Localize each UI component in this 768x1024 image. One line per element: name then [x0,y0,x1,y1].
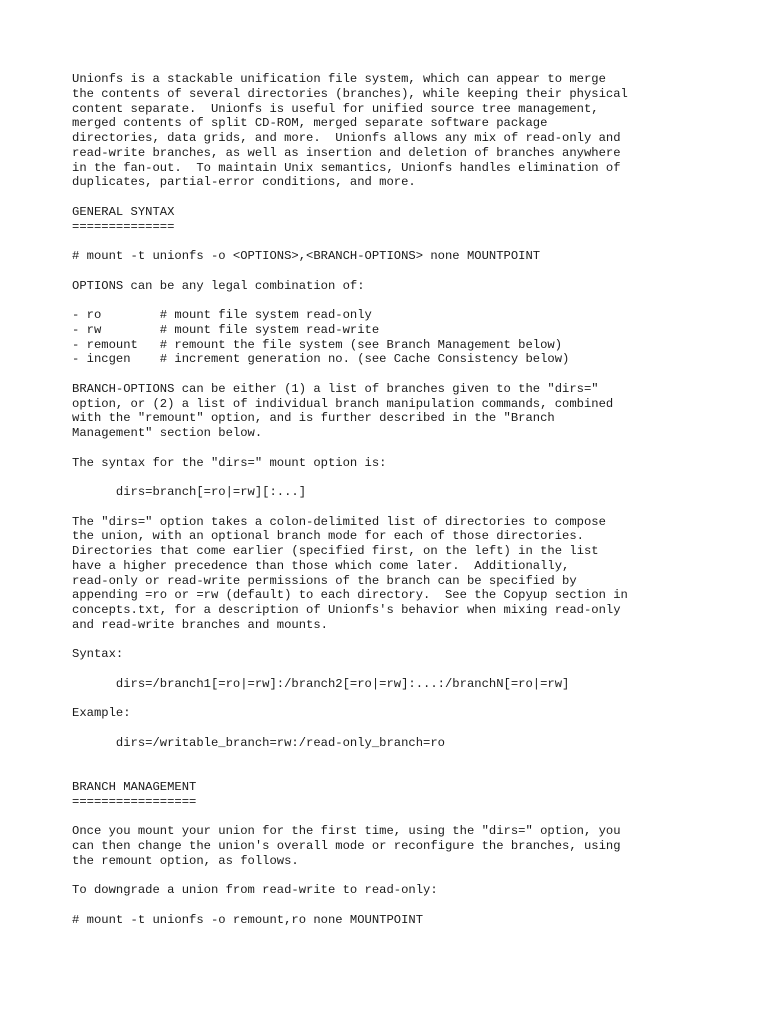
example-code: dirs=/writable_branch=rw:/read-only_branch=ro [72,735,445,750]
syntax-label: Syntax: [72,647,124,662]
text-line: appending =ro or =rw (default) to each directory. See the Copyup section in [72,588,628,603]
branch-options-paragraph [72,382,752,441]
options-intro: OPTIONS can be any legal combination of: [72,278,365,293]
option-item: - remount # remount the file system (see Branch Management below) [72,337,563,352]
text-line: the remount option, as follows. [72,853,299,868]
document-page [72,72,752,928]
heading-underline: ================= [72,794,197,809]
text-line: with the "remount" option, and is further described in the "Branch [72,411,555,426]
text-line: the contents of several directories (branches), while keeping their physical [72,86,628,101]
dirs-syntax-code: dirs=branch[=ro|=rw][:...] [72,485,307,499]
text-line: and read-write branches and mounts. [72,617,328,632]
text-line: content separate. Unionfs is useful for unified source tree management, [72,101,599,116]
downgrade-command: # mount -t unionfs -o remount,ro none MOUNTPOINT [72,912,424,927]
text-line: have a higher precedence than those which come later. Additionally, [72,558,570,573]
text-line: read-write branches, as well as insertion and deletion of branches anywhere [72,145,621,160]
text-line: The "dirs=" option takes a colon-delimited list of directories to compose [72,514,606,529]
branch-management-paragraph [72,824,752,868]
text-line: Once you mount your union for the first time, using the "dirs=" option, you [72,824,621,839]
text-line: Directories that come earlier (specified first, on the left) in the list [72,544,599,558]
option-item: - incgen # increment generation no. (see Cache Consistency below) [72,352,570,367]
dirs-syntax-intro: The syntax for the "dirs=" mount option is: [72,455,387,470]
text-line: read-only or read-write permissions of the branch can be specified by [72,573,577,588]
section-heading-branch-management: BRANCH MANAGEMENT [72,780,197,794]
text-line: directories, data grids, and more. Unionfs allows any mix of read-only and [72,131,621,145]
text-line: concepts.txt, for a description of Unionfs's behavior when mixing read-only [72,603,621,617]
text-line: BRANCH-OPTIONS can be either (1) a list of branches given to the "dirs=" [72,381,599,396]
syntax-code: dirs=/branch1[=ro|=rw]:/branch2[=ro|=rw]:...:/branchN[=ro|=rw] [72,676,570,691]
text-line: Management" section below. [72,426,263,440]
text-line: Unionfs is a stackable unification file system, which can appear to merge [72,72,606,86]
text-line: in the fan-out. To maintain Unix semantics, Unionfs handles elimination of [72,160,621,175]
option-item: - rw # mount file system read-write [72,322,380,337]
option-item: - ro # mount file system read-only [72,308,372,322]
text-line: option, or (2) a list of individual branch manipulation commands, combined [72,396,614,411]
downgrade-intro: To downgrade a union from read-write to read-only: [72,883,438,898]
section-heading-general-syntax: GENERAL SYNTAX [72,204,175,219]
dirs-paragraph [72,515,752,633]
mount-command: # mount -t unionfs -o <OPTIONS>,<BRANCH-OPTIONS> none MOUNTPOINT [72,249,541,263]
text-line: the union, with an optional branch mode for each of those directories. [72,529,584,544]
text-line: can then change the union's overall mode or reconfigure the branches, using [72,839,621,853]
example-label: Example: [72,706,131,721]
text-line: merged contents of split CD-ROM, merged separate software package [72,116,548,131]
options-list [72,308,752,367]
intro-paragraph [72,72,752,190]
text-line: duplicates, partial-error conditions, and more. [72,175,416,190]
heading-underline: ============== [72,219,175,234]
